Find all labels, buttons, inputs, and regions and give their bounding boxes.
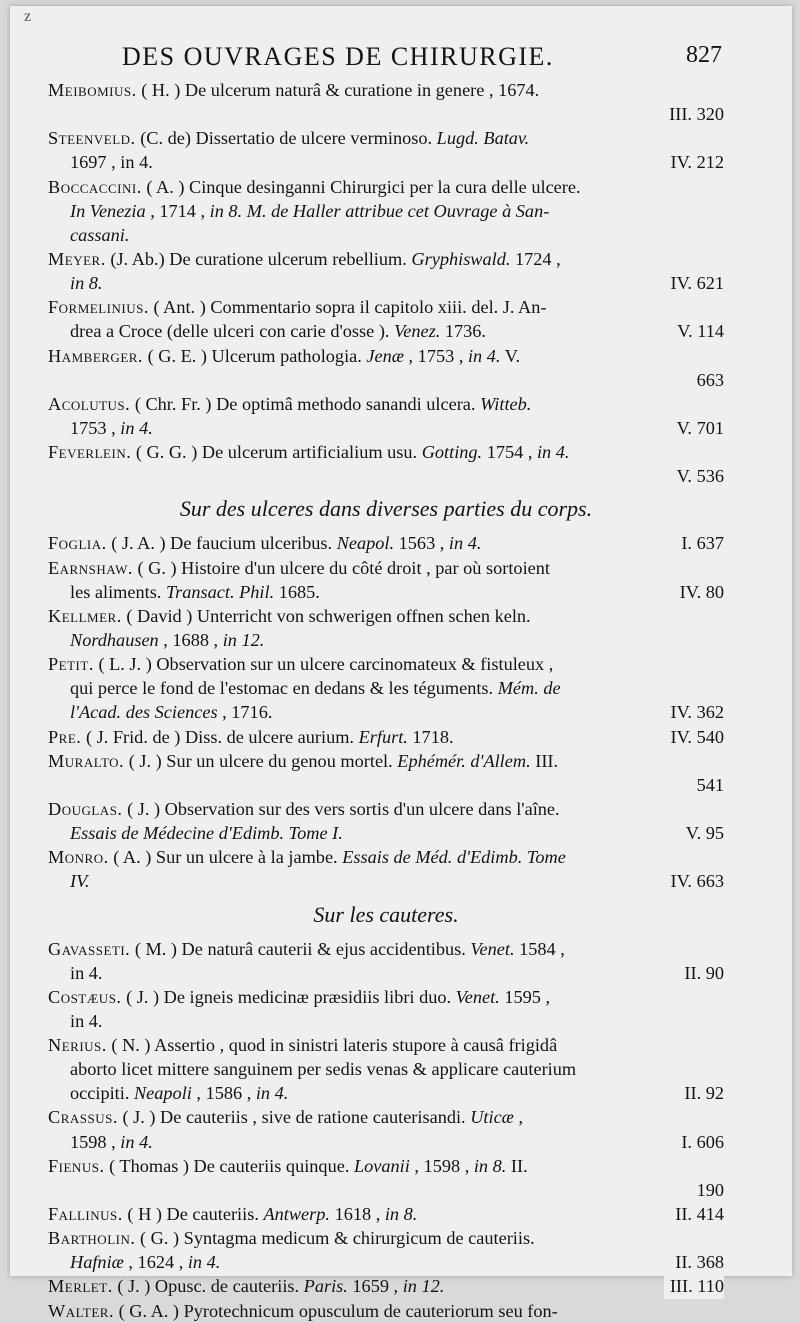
bibliography-entry — [48, 604, 724, 652]
margin-mark: z — [24, 8, 32, 25]
entry-author: Costæus. — [48, 986, 122, 1007]
entry-text: drea a Croce (delle ulceri con carie d'osse ). — [70, 321, 395, 342]
page-number: 827 — [686, 42, 722, 68]
entry-line — [48, 126, 724, 150]
entry-line — [48, 199, 724, 223]
bibliography-entry — [48, 1226, 724, 1274]
entry-line — [48, 652, 724, 676]
entry-line — [48, 102, 724, 126]
entry-italic: in 4. — [120, 1131, 153, 1152]
entry-reference: II. 92 — [678, 1081, 724, 1105]
entry-italic: Essais de Méd. d'Edimb. Tome — [342, 847, 566, 868]
entry-author: Meyer. — [48, 248, 106, 269]
entry-text: ( H ) De cauteriis. — [127, 1204, 264, 1225]
entry-reference: 190 — [696, 1179, 724, 1200]
entry-italic: Antwerp. — [263, 1204, 330, 1225]
entry-italic: Gryphiswald. — [411, 248, 511, 269]
entry-italic: Erfurt. — [358, 726, 408, 747]
entry-italic: cassani. — [70, 224, 130, 245]
bibliography-entry — [48, 845, 724, 893]
entry-italic: IV. — [70, 871, 90, 892]
entry-text: , — [513, 1107, 524, 1128]
entry-line — [48, 319, 724, 343]
entry-author: Meibomius. — [48, 80, 137, 100]
entry-italic: Uticæ — [470, 1107, 514, 1128]
entry-author: Nerius. — [48, 1035, 107, 1056]
entry-italic: Transact. Phil. — [165, 581, 275, 602]
entry-text: 1736. — [440, 321, 486, 342]
entry-text: 1659 , — [347, 1276, 403, 1297]
entry-line — [48, 1057, 724, 1081]
entry-text: ( G. ) Syntagma medicum & chirurgicum de cauteriis. — [140, 1228, 535, 1249]
entry-text: 1618 , — [330, 1204, 385, 1225]
entry-text: occipiti. — [70, 1083, 134, 1104]
bibliography-entry — [48, 1154, 724, 1202]
entry-line — [48, 1033, 724, 1057]
section-heading: Sur les cauteres. — [313, 901, 459, 927]
entry-reference: IV. 212 — [665, 150, 725, 174]
entry-author: Earnshaw. — [48, 557, 133, 578]
entry-line — [48, 247, 724, 271]
entry-text: ( J. Frid. de ) Diss. de ulcere aurium. — [85, 726, 359, 747]
entry-italic: Mém. de — [497, 678, 561, 699]
entry-line — [48, 295, 724, 319]
entry-text: 1563 , — [394, 533, 449, 554]
entry-reference: II. 90 — [678, 961, 724, 985]
entry-text: ( J. ) Opusc. de cauteriis. — [117, 1276, 304, 1297]
entry-line — [48, 78, 724, 102]
entry-reference: V. 536 — [676, 466, 724, 487]
entry-author: Feverlein. — [48, 442, 132, 463]
entry-reference: III. 320 — [669, 104, 724, 125]
entry-reference: IV. 80 — [674, 580, 724, 604]
entry-reference: II. 368 — [669, 1250, 724, 1274]
entry-italic: Lugd. Batav. — [436, 128, 530, 149]
entry-italic: Neapol. — [336, 533, 395, 554]
entry-author: Kellmer. — [48, 605, 122, 626]
entry-author: Boccaccini. — [48, 176, 142, 197]
entry-reference: 541 — [696, 774, 724, 795]
entry-text: ( David ) Unterricht von schwerigen offnen schen keln. — [126, 605, 531, 626]
entry-text: les aliments. — [70, 581, 166, 602]
entry-text: , 1716. — [217, 702, 273, 723]
bibliography-entry — [48, 1299, 724, 1323]
bibliography-entry — [48, 1033, 724, 1105]
bibliography-entry — [48, 78, 724, 126]
entry-text: ( J. ) De cauteriis , sive de ratione cauterisandi. — [122, 1107, 471, 1128]
entry-line — [48, 797, 724, 821]
entry-author: Crassus. — [48, 1107, 118, 1128]
entry-reference: I. 606 — [675, 1130, 724, 1154]
entry-line — [48, 416, 724, 440]
entry-italic: Neapoli — [133, 1083, 192, 1104]
entry-text: ( Thomas ) De cauteriis quinque. — [109, 1155, 354, 1176]
entry-line — [48, 175, 724, 199]
entry-text: ( J. ) Sur un ulcere du genou mortel. — [128, 750, 398, 771]
entry-italic: in 8. — [473, 1155, 507, 1176]
entry-line — [48, 1202, 724, 1226]
entry-text: ( L. J. ) Observation sur un ulcere carcinomateux & fistuleux , — [98, 654, 554, 675]
bibliography-entry — [48, 937, 724, 985]
entry-text: 1697 , in 4. — [70, 152, 153, 173]
bibliography-entry — [48, 126, 724, 174]
entry-text: 1685. — [274, 581, 320, 602]
entry-line — [48, 1009, 724, 1033]
entry-text: in 4. — [70, 962, 103, 983]
book-page — [10, 6, 792, 1321]
entry-italic: Witteb. — [480, 393, 532, 414]
bibliography-entry — [48, 531, 724, 555]
entry-author: Foglia. — [48, 533, 107, 554]
entry-line — [48, 392, 724, 416]
entry-text: 1584 , — [514, 938, 565, 959]
entry-line — [48, 676, 724, 700]
entry-reference: IV. 663 — [665, 869, 725, 893]
entry-line — [48, 628, 724, 652]
entry-reference: V. 95 — [680, 821, 724, 845]
entry-line — [48, 1250, 724, 1274]
entry-italic: Venet. — [455, 986, 500, 1007]
entry-line — [48, 531, 724, 555]
entry-line — [48, 961, 724, 985]
entry-author: Petit. — [48, 654, 94, 675]
entry-line — [48, 869, 724, 893]
bibliography-entry — [48, 295, 724, 343]
entry-text: III. — [530, 750, 559, 771]
entry-text: (J. Ab.) De curatione ulcerum rebellium. — [110, 248, 412, 269]
entry-author: Walter. — [48, 1300, 115, 1321]
entry-text: ( Chr. Fr. ) De optimâ methodo sanandi ulcera. — [134, 393, 481, 414]
entry-line — [48, 580, 724, 604]
entry-italic: in 4. — [448, 533, 482, 554]
entry-text: , 1598 , — [409, 1155, 474, 1176]
entry-text: , 1624 , — [123, 1252, 188, 1273]
entry-text: ( J. A. ) De faucium ulceribus. — [111, 533, 337, 554]
entry-text: , 1688 , — [158, 629, 223, 650]
entry-text: ( N. ) Assertio , quod in sinistri lateris stupore à causâ frigidâ — [111, 1035, 558, 1056]
entry-line — [48, 749, 724, 773]
entry-text: ( G. A. ) Pyrotechnicum opusculum de cauteriorum seu fon- — [118, 1300, 558, 1321]
bibliography-entry — [48, 556, 724, 604]
entry-author: Pre. — [48, 726, 82, 747]
entry-text: 1718. — [407, 726, 454, 747]
entry-reference: II. 414 — [669, 1202, 724, 1226]
entry-line — [48, 1299, 724, 1323]
entry-line — [48, 271, 724, 295]
entry-reference: I. 637 — [675, 531, 724, 555]
entry-italic: Essais de Médecine d'Edimb. Tome I. — [70, 823, 343, 844]
entry-text: ( G. ) Histoire d'un ulcere du côté droit , par où sortoient — [137, 557, 550, 578]
entry-reference: IV. 621 — [665, 271, 725, 295]
entry-italic: in 4. — [536, 442, 570, 463]
entry-text: ( A. ) Cinque desinganni Chirurgici per la cura delle ulcere. — [146, 176, 581, 197]
entry-text: 1754 , — [482, 442, 537, 463]
entry-italic: Venez. — [394, 321, 441, 342]
entry-line — [48, 985, 724, 1009]
entry-reference: III. 110 — [664, 1274, 724, 1298]
entry-text: ( J. ) De igneis medicinæ præsidiis libri duo. — [126, 986, 456, 1007]
entry-line — [48, 1226, 724, 1250]
entry-text: ( A. ) Sur un ulcere à la jambe. — [113, 847, 343, 868]
entry-italic: in 12. — [222, 629, 265, 650]
entry-author: Muralto. — [48, 750, 125, 771]
entry-text: ( G. E. ) Ulcerum pathologia. — [147, 345, 367, 366]
bibliography-entry — [48, 652, 724, 724]
entry-text: 1598 , — [70, 1131, 121, 1152]
entry-author: Acolutus. — [48, 393, 131, 414]
bibliography-entry — [48, 247, 724, 295]
running-header — [122, 42, 722, 72]
entry-text: qui perce le fond de l'estomac en dedans & les téguments. — [70, 678, 498, 699]
entry-line — [48, 1154, 724, 1178]
entry-italic: in 4. — [467, 345, 501, 366]
bibliography-entry — [48, 985, 724, 1033]
entry-reference: V. 114 — [671, 319, 724, 343]
entry-line — [48, 223, 724, 247]
entry-text: , 1714 , — [145, 200, 210, 221]
entry-italic: In Venezia — [70, 200, 146, 221]
entry-author: Fienus. — [48, 1155, 105, 1176]
entry-text: 1724 , — [510, 248, 561, 269]
entry-line — [48, 937, 724, 961]
entry-line — [48, 556, 724, 580]
entry-italic: Hafniæ — [70, 1252, 124, 1273]
entry-author: Gavasseti. — [48, 938, 131, 959]
entry-italic: Jenæ — [366, 345, 404, 366]
entry-author: Merlet. — [48, 1276, 113, 1297]
entry-line — [48, 845, 724, 869]
entry-line — [48, 1130, 724, 1154]
header-title: DES OUVRAGES DE CHIRURGIE. — [122, 42, 554, 71]
entry-author: Bartholin. — [48, 1228, 136, 1249]
entry-italic: Ephémér. d'Allem. — [397, 750, 531, 771]
entry-line — [48, 821, 724, 845]
entry-italic: in 8. — [70, 273, 103, 294]
entry-italic: in 8. M. de Haller attribue cet Ouvrage à San- — [209, 200, 550, 221]
entry-line — [48, 1081, 724, 1105]
section-heading: Sur des ulceres dans diverses parties du corps. — [179, 496, 593, 522]
entry-reference: 663 — [696, 369, 724, 390]
entry-line — [48, 344, 724, 368]
entry-italic: l'Acad. des Sciences — [70, 702, 218, 723]
bibliography-entry — [48, 344, 724, 392]
entry-author: Fallinus. — [48, 1204, 123, 1225]
entry-text: ( M. ) De naturâ cauterii & ejus accidentibus. — [134, 938, 471, 959]
entry-author: Monro. — [48, 847, 109, 868]
entry-reference: V. 701 — [671, 416, 724, 440]
entry-line — [48, 440, 724, 464]
entry-line — [48, 773, 724, 797]
bibliography-entry — [48, 1105, 724, 1153]
entry-text: ( H. ) De ulcerum naturâ & curatione in genere , 1674. — [141, 80, 540, 100]
entry-text: ( J. ) Observation sur des vers sortis d'un ulcere dans l'aîne. — [127, 798, 560, 819]
bibliography-entry — [48, 440, 724, 488]
entry-text: 1753 , — [70, 417, 121, 438]
entry-italic: in 4. — [255, 1083, 289, 1104]
entry-italic: Venet. — [470, 938, 515, 959]
bibliography-entry — [48, 749, 724, 797]
bibliography-entry — [48, 1202, 724, 1226]
entry-author: Hamberger. — [48, 345, 144, 366]
entry-line — [48, 1274, 724, 1298]
entry-italic: Paris. — [303, 1276, 348, 1297]
entry-italic: Lovanii — [353, 1155, 410, 1176]
entry-italic: Nordhausen — [70, 629, 159, 650]
entry-line — [48, 725, 724, 749]
entry-line — [48, 700, 724, 724]
bibliography-list — [48, 78, 724, 1323]
entry-text: (C. de) Dissertatio de ulcere verminoso. — [140, 128, 437, 149]
entry-text: ( Ant. ) Commentario sopra il capitolo xiii. del. J. An- — [153, 297, 547, 318]
entry-text: , 1753 , — [403, 345, 468, 366]
entry-text: ( G. G. ) De ulcerum artificialium usu. — [135, 442, 422, 463]
entry-line — [48, 604, 724, 628]
entry-text: II. — [506, 1155, 528, 1176]
bibliography-entry — [48, 175, 724, 247]
bibliography-entry — [48, 392, 724, 440]
entry-italic: Gotting. — [421, 442, 483, 463]
entry-author: Steenveld. — [48, 128, 136, 149]
bibliography-entry — [48, 797, 724, 845]
entry-italic: in 4. — [120, 417, 153, 438]
entry-line — [48, 1178, 724, 1202]
entry-line — [48, 464, 724, 488]
bibliography-entry — [48, 725, 724, 749]
entry-italic: in 4. — [187, 1252, 221, 1273]
entry-italic: in 12. — [402, 1276, 445, 1297]
entry-text: in 4. — [70, 1010, 103, 1031]
entry-line — [48, 1105, 724, 1129]
bibliography-entry — [48, 1274, 724, 1298]
entry-author: Formelinius. — [48, 297, 149, 318]
entry-reference: IV. 362 — [665, 700, 725, 724]
entry-text: 1595 , — [499, 986, 551, 1007]
entry-reference: IV. 540 — [665, 725, 725, 749]
entry-text: , 1586 , — [191, 1083, 256, 1104]
entry-text: aborto licet mittere sanguinem per sedis venas & applicare cauterium — [70, 1059, 577, 1080]
entry-line — [48, 150, 724, 174]
entry-italic: in 8. — [384, 1204, 418, 1225]
entry-text: V. — [500, 345, 521, 366]
entry-author: Douglas. — [48, 798, 123, 819]
entry-line — [48, 368, 724, 392]
